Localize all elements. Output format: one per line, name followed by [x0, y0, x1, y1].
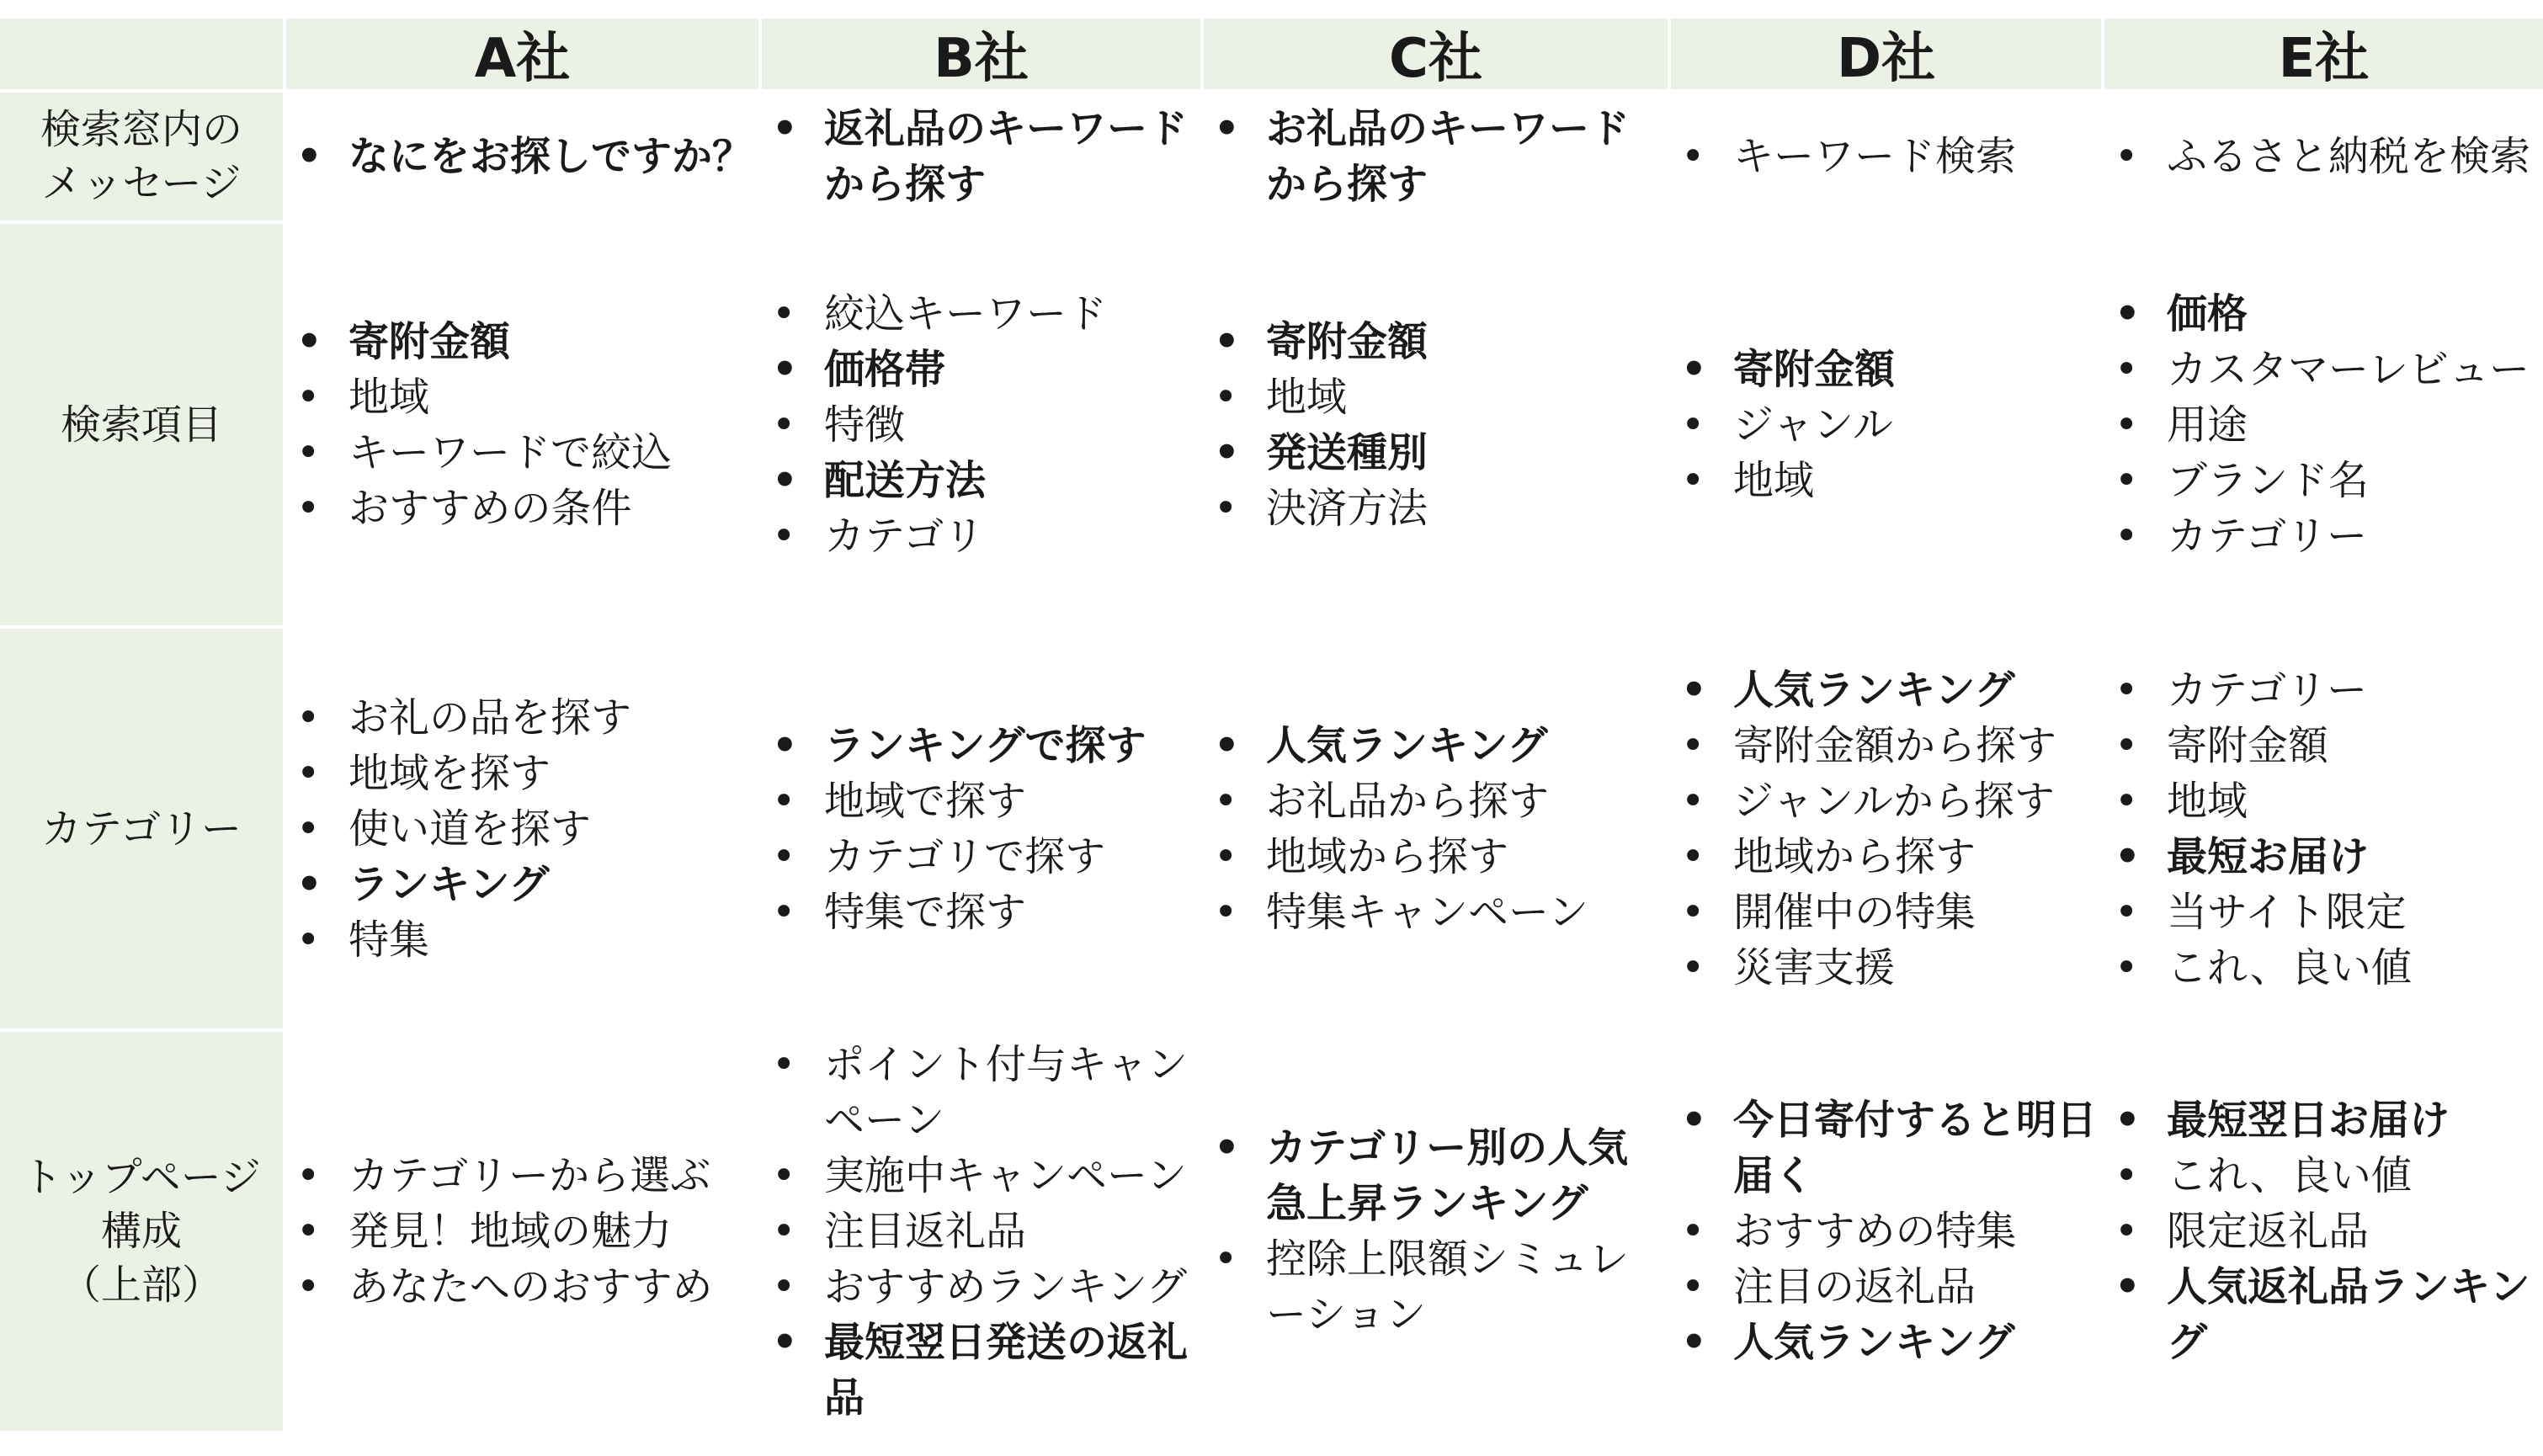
list-item: • おすすめランキング	[769, 1259, 1200, 1315]
table-cell	[1678, 93, 2101, 221]
list-item: • カテゴリー	[2111, 508, 2543, 564]
list-item: • 特集で探す	[769, 885, 1200, 940]
list-item: • ジャンルから探す	[1678, 773, 2101, 829]
list-item: • 地域	[1678, 453, 2101, 508]
list-item: • 地域	[2111, 773, 2543, 829]
list-item: • 災害支援	[1678, 940, 2101, 996]
table-cell	[2111, 629, 2543, 1028]
bullet-list	[2111, 1092, 2543, 1370]
list-item: • おすすめの条件	[293, 481, 758, 536]
list-item: • 寄附金額	[2111, 718, 2543, 773]
row-header: カテゴリー	[0, 629, 283, 1028]
bullet-list	[1210, 1120, 1668, 1342]
bullet-list	[1678, 342, 2101, 508]
list-item: • 価格	[2111, 286, 2543, 342]
table-cell	[1678, 629, 2101, 1028]
list-item: • 注目返礼品	[769, 1204, 1200, 1259]
column-header: B社	[762, 19, 1200, 89]
column-header: E社	[2104, 19, 2543, 89]
list-item: • 地域を探す	[293, 746, 758, 801]
table-corner	[0, 19, 283, 89]
list-item: • 地域から探す	[1678, 829, 2101, 885]
table-cell	[2111, 224, 2543, 625]
table-cell	[2111, 93, 2543, 221]
list-item: • 最短翌日発送の返礼品	[769, 1315, 1200, 1426]
table-cell	[293, 224, 758, 625]
bullet-list	[1210, 718, 1668, 940]
list-item: • 寄附金額	[1678, 342, 2101, 397]
bullet-list	[769, 286, 1200, 564]
list-item: • なにをお探しですか？	[293, 129, 758, 184]
bullet-list	[2111, 129, 2543, 184]
list-item: • キーワードで絞込	[293, 425, 758, 481]
bullet-list	[1210, 101, 1668, 212]
column-header: D社	[1671, 19, 2101, 89]
list-item: • ランキングで探す	[769, 718, 1200, 773]
list-item: • 注目の返礼品	[1678, 1259, 2101, 1315]
bullet-list	[769, 101, 1200, 212]
list-item: • ポイント付与キャンペーン	[769, 1037, 1200, 1148]
list-item: • 実施中キャンペーン	[769, 1148, 1200, 1204]
row-header: 検索窓内の メッセージ	[0, 93, 283, 221]
list-item: • お礼の品を探す	[293, 690, 758, 746]
column-header: A社	[286, 19, 758, 89]
table-cell	[293, 1032, 758, 1431]
table-cell	[769, 93, 1200, 221]
table-cell	[769, 629, 1200, 1028]
list-item: • これ、良い値	[2111, 1148, 2543, 1204]
list-item: • 地域から探す	[1210, 829, 1668, 885]
table-cell	[293, 629, 758, 1028]
bullet-list	[2111, 662, 2543, 996]
table-cell	[1678, 1032, 2101, 1431]
list-item: • 用途	[2111, 397, 2543, 453]
bullet-list	[2111, 286, 2543, 564]
list-item: • あなたへのおすすめ	[293, 1259, 758, 1315]
list-item: • 発送種別	[1210, 425, 1668, 481]
list-item: • 特徴	[769, 397, 1200, 453]
list-item: • 特集キャンペーン	[1210, 885, 1668, 940]
bullet-list	[293, 129, 758, 184]
list-item: • 人気返礼品ランキング	[2111, 1259, 2543, 1370]
table-cell	[1210, 224, 1668, 625]
bullet-list	[293, 314, 758, 536]
list-item: • ふるさと納税を検索	[2111, 129, 2543, 184]
list-item: • これ、良い値	[2111, 940, 2543, 996]
list-item: • ランキング	[293, 857, 758, 912]
bullet-list	[1678, 1092, 2101, 1370]
list-item: • 寄附金額	[293, 314, 758, 369]
bullet-list	[293, 1148, 758, 1315]
table-cell	[769, 224, 1200, 625]
table-cell	[1210, 629, 1668, 1028]
bullet-list	[293, 690, 758, 968]
bullet-list	[1678, 662, 2101, 996]
bullet-list	[769, 1037, 1200, 1426]
row-header: トップページ 構成 （上部）	[0, 1032, 283, 1431]
table-cell	[1210, 1032, 1668, 1431]
list-item: • 使い道を探す	[293, 801, 758, 857]
table-cell	[293, 93, 758, 221]
list-item: • 開催中の特集	[1678, 885, 2101, 940]
list-item: • 地域	[293, 369, 758, 425]
list-item: • 配送方法	[769, 453, 1200, 508]
list-item: • 寄附金額から探す	[1678, 718, 2101, 773]
list-item: • 地域	[1210, 369, 1668, 425]
list-item: • キーワード検索	[1678, 129, 2101, 184]
list-item: • 当サイト限定	[2111, 885, 2543, 940]
table-cell	[1210, 93, 1668, 221]
list-item: • 人気ランキング	[1678, 1315, 2101, 1370]
list-item: • カテゴリー別の人気急上昇ランキング	[1210, 1120, 1668, 1231]
list-item: • ジャンル	[1678, 397, 2101, 453]
list-item: • カスタマーレビュー	[2111, 342, 2543, 397]
list-item: • 決済方法	[1210, 481, 1668, 536]
list-item: • 今日寄付すると明日届く	[1678, 1092, 2101, 1204]
table-cell	[769, 1032, 1200, 1431]
list-item: • 限定返礼品	[2111, 1204, 2543, 1259]
column-header: C社	[1204, 19, 1668, 89]
list-item: • 寄附金額	[1210, 314, 1668, 369]
list-item: • 返礼品のキーワードから探す	[769, 101, 1200, 212]
table-cell	[1678, 224, 2101, 625]
row-header: 検索項目	[0, 224, 283, 625]
list-item: • カテゴリで探す	[769, 829, 1200, 885]
list-item: • カテゴリー	[2111, 662, 2543, 718]
list-item: • お礼品のキーワードから探す	[1210, 101, 1668, 212]
list-item: • お礼品から探す	[1210, 773, 1668, 829]
list-item: • 地域で探す	[769, 773, 1200, 829]
list-item: • ブランド名	[2111, 453, 2543, 508]
list-item: • 最短翌日お届け	[2111, 1092, 2543, 1148]
table-cell	[2111, 1032, 2543, 1431]
bullet-list	[1210, 314, 1668, 536]
list-item: • 人気ランキング	[1210, 718, 1668, 773]
bullet-list	[769, 718, 1200, 940]
list-item: • おすすめの特集	[1678, 1204, 2101, 1259]
list-item: • 絞込キーワード	[769, 286, 1200, 342]
list-item: • 価格帯	[769, 342, 1200, 397]
list-item: • 発見！地域の魅力	[293, 1204, 758, 1259]
list-item: • 特集	[293, 912, 758, 968]
list-item: • 人気ランキング	[1678, 662, 2101, 718]
list-item: • カテゴリーから選ぶ	[293, 1148, 758, 1204]
list-item: • 最短お届け	[2111, 829, 2543, 885]
list-item: • 控除上限額シミュレーション	[1210, 1231, 1668, 1342]
list-item: • カテゴリ	[769, 508, 1200, 564]
bullet-list	[1678, 129, 2101, 184]
